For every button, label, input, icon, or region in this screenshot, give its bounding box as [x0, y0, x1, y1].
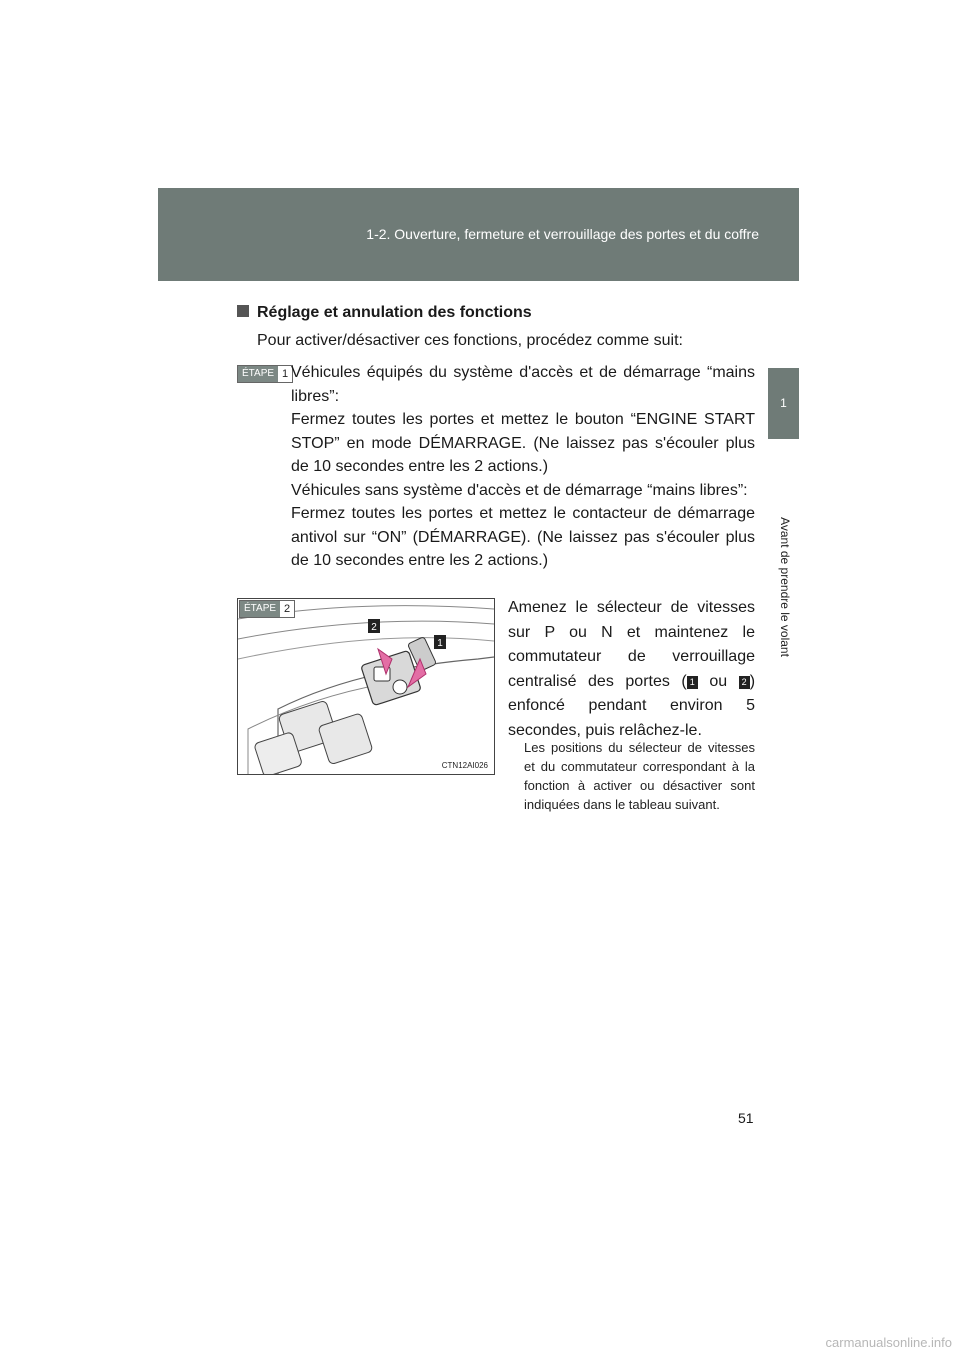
- step-badge-label: ÉTAPE: [240, 601, 280, 617]
- step-badge-label: ÉTAPE: [238, 366, 278, 382]
- step-1-text: [291, 361, 755, 573]
- step-badge-1: [237, 365, 293, 383]
- step-1-paragraph: Véhicules équipés du système d'accès et de démarrage “mains libres”:: [291, 364, 755, 405]
- callout-1: 1: [437, 638, 443, 649]
- section-heading-text: Réglage et annulation des fonctions: [257, 304, 532, 321]
- inline-ref-1: 1: [687, 676, 698, 689]
- inline-ref-2: 2: [739, 676, 750, 689]
- chapter-tab: 1: [768, 368, 799, 439]
- header-band: [158, 188, 799, 281]
- step-badge-2: [239, 600, 295, 618]
- step-2-text-after: ) enfoncé pendant environ 5 secondes, puis relâchez-le.: [508, 672, 756, 739]
- figure-code: CTN12AI026: [441, 761, 488, 770]
- watermark: carmanualsonline.info: [825, 1335, 952, 1350]
- step-1-paragraph: Fermez toutes les portes et mettez le contacteur de démarrage antivol sur “ON” (DÉMARRAGE). (Ne laissez pas s'écouler plus de 10 secondes entre les 2 actions.): [291, 505, 755, 569]
- page-number: 51: [738, 1110, 754, 1126]
- switch-drawing: [238, 599, 494, 774]
- chapter-label: Avant de prendre le volant: [778, 517, 792, 657]
- step-2-text-mid: ou: [697, 672, 739, 690]
- step-2-text: [508, 596, 755, 743]
- step-1-paragraph: Véhicules sans système d'accès et de démarrage “mains libres”:: [291, 481, 748, 499]
- step-badge-number: 1: [282, 368, 289, 380]
- section-heading: [237, 304, 532, 322]
- section-intro: Pour activer/désactiver ces fonctions, procédez comme suit:: [257, 332, 683, 349]
- door-lock-switch-illustration: [237, 598, 495, 775]
- header-title: 1-2. Ouverture, fermeture et verrouillage des portes et du coffre: [366, 226, 759, 242]
- step-2-text-before: Amenez le sélecteur de vitesses sur P ou N et maintenez le commutateur de verrouillage centralisé des portes (: [508, 599, 755, 690]
- step-2-note: Les positions du sélecteur de vitesses et du commutateur correspondant à la fonction à activer ou désactiver sont indiquées dans le tableau suivant.: [524, 740, 755, 812]
- square-bullet-icon: [237, 305, 249, 317]
- callout-2: 2: [371, 622, 377, 633]
- step-1-paragraph: Fermez toutes les portes et mettez le bouton “ENGINE START STOP” en mode DÉMARRAGE. (Ne laissez pas s'écouler plus de 10 secondes entre les 2 actions.): [291, 411, 755, 475]
- step-badge-number: 2: [284, 603, 291, 615]
